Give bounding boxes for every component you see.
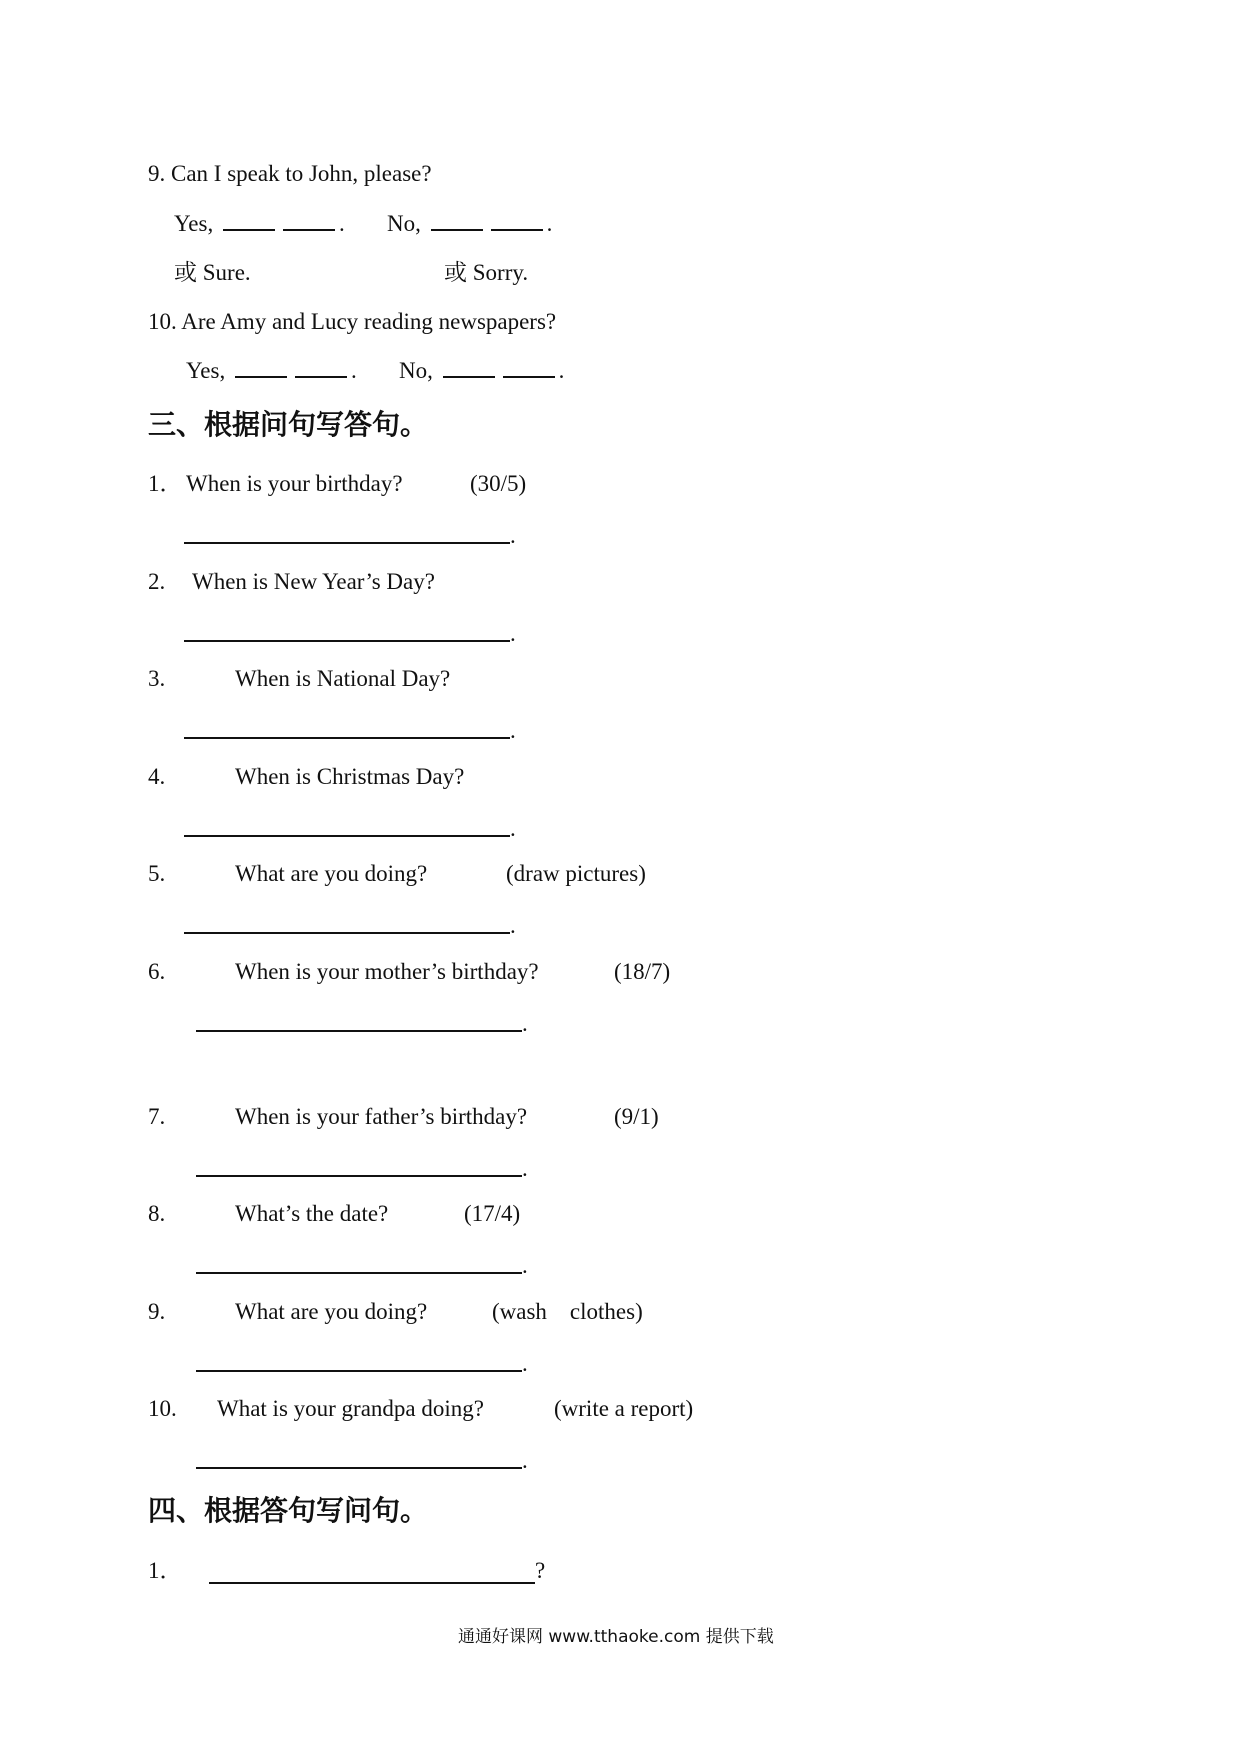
q9-yes-label: Yes,	[174, 211, 214, 236]
q9-question: 9. Can I speak to John, please?	[148, 161, 432, 186]
s3-item-10-num: 10.	[148, 1396, 177, 1421]
s3-item-1-period: .	[510, 523, 516, 548]
s3-item-4-period: .	[510, 816, 516, 841]
q9-hint-yes: 或 Sure.	[174, 260, 251, 285]
s3-item-2-question: When is New Year’s Day?	[192, 569, 435, 594]
s3-item-7-question: When is your father’s birthday?	[235, 1104, 528, 1129]
q9-yes-period: .	[338, 211, 345, 236]
s3-item-9-period: .	[522, 1351, 528, 1376]
q9-no-blank-2[interactable]	[491, 211, 543, 231]
s3-item-3-period: .	[510, 718, 516, 743]
s3-item-5-question: What are you doing?	[235, 861, 428, 886]
s3-item-5-period: .	[510, 913, 516, 938]
q9-yes-blank-2[interactable]	[283, 211, 335, 231]
s3-item-9-hint: (wash clothes)	[492, 1299, 643, 1324]
q10-no-blank-1[interactable]	[443, 358, 495, 378]
s3-item-8-question: What’s the date?	[235, 1201, 389, 1226]
q10-no-label: No,	[399, 358, 433, 383]
footer-text: 通通好课网 www.tthaoke.com 提供下载	[458, 1627, 774, 1647]
s3-item-2-period: .	[510, 621, 516, 646]
s3-item-9-answer-blank[interactable]	[196, 1370, 522, 1372]
s3-item-7-num: 7.	[148, 1104, 166, 1129]
q10-yes-blank-1[interactable]	[235, 358, 287, 378]
s3-item-10-answer-blank[interactable]	[196, 1467, 522, 1469]
s3-item-6-period: .	[522, 1011, 528, 1036]
q9-no-period: .	[546, 211, 553, 236]
s3-item-3-question: When is National Day?	[235, 666, 451, 691]
s3-item-10-question: What is your grandpa doing?	[217, 1396, 484, 1421]
s4-item-1-num: 1．	[148, 1558, 183, 1583]
s4-item-1-question-mark: ?	[535, 1558, 546, 1583]
s3-item-8-period: .	[522, 1253, 528, 1278]
q10-yes-blank-2[interactable]	[295, 358, 347, 378]
s3-item-10-hint: (write a report)	[554, 1396, 694, 1421]
q10-yes-line	[186, 357, 357, 385]
s3-item-4-question: When is Christmas Day?	[235, 764, 465, 789]
s3-item-1-num: 1．	[148, 471, 183, 496]
s3-item-5-answer-blank[interactable]	[184, 932, 510, 934]
s3-item-2-num: 2.	[148, 569, 166, 594]
s3-item-2-answer-blank[interactable]	[184, 640, 510, 642]
q9-no-label: No,	[387, 211, 421, 236]
s3-item-9-num: 9.	[148, 1299, 166, 1324]
q9-no-line	[387, 210, 552, 238]
q9-yes-blank-1[interactable]	[223, 211, 275, 231]
section4-heading: 四、根据答句写问句。	[148, 1494, 429, 1527]
section3-heading: 三、根据问句写答句。	[148, 408, 429, 441]
q9-no-blank-1[interactable]	[431, 211, 483, 231]
s3-item-1-answer-blank[interactable]	[184, 542, 510, 544]
s3-item-7-hint: (9/1)	[614, 1104, 659, 1129]
q10-no-period: .	[558, 358, 565, 383]
s3-item-1-question: When is your birthday?	[186, 471, 403, 496]
s3-item-7-answer-blank[interactable]	[196, 1175, 522, 1177]
s3-item-4-answer-blank[interactable]	[184, 835, 510, 837]
s4-item-1-question-blank[interactable]	[209, 1582, 535, 1584]
q10-no-blank-2[interactable]	[503, 358, 555, 378]
q9-yes-line	[174, 210, 345, 238]
q10-question: 10. Are Amy and Lucy reading newspapers?	[148, 309, 557, 334]
s3-item-3-num: 3.	[148, 666, 166, 691]
s3-item-8-hint: (17/4)	[464, 1201, 521, 1226]
q9-hint-no: 或 Sorry.	[444, 260, 529, 285]
q10-yes-label: Yes,	[186, 358, 226, 383]
q10-no-line	[399, 357, 564, 385]
s3-item-10-period: .	[522, 1448, 528, 1473]
s3-item-6-answer-blank[interactable]	[196, 1030, 522, 1032]
s3-item-6-num: 6.	[148, 959, 166, 984]
s3-item-5-hint: (draw pictures)	[506, 861, 646, 886]
s3-item-7-period: .	[522, 1156, 528, 1181]
s3-item-4-num: 4.	[148, 764, 166, 789]
s3-item-9-question: What are you doing?	[235, 1299, 428, 1324]
s3-item-6-hint: (18/7)	[614, 959, 671, 984]
s3-item-1-hint: (30/5)	[470, 471, 527, 496]
s3-item-5-num: 5.	[148, 861, 166, 886]
s3-item-6-question: When is your mother’s birthday?	[235, 959, 539, 984]
s3-item-8-answer-blank[interactable]	[196, 1272, 522, 1274]
q10-yes-period: .	[350, 358, 357, 383]
s3-item-3-answer-blank[interactable]	[184, 737, 510, 739]
s3-item-8-num: 8.	[148, 1201, 166, 1226]
